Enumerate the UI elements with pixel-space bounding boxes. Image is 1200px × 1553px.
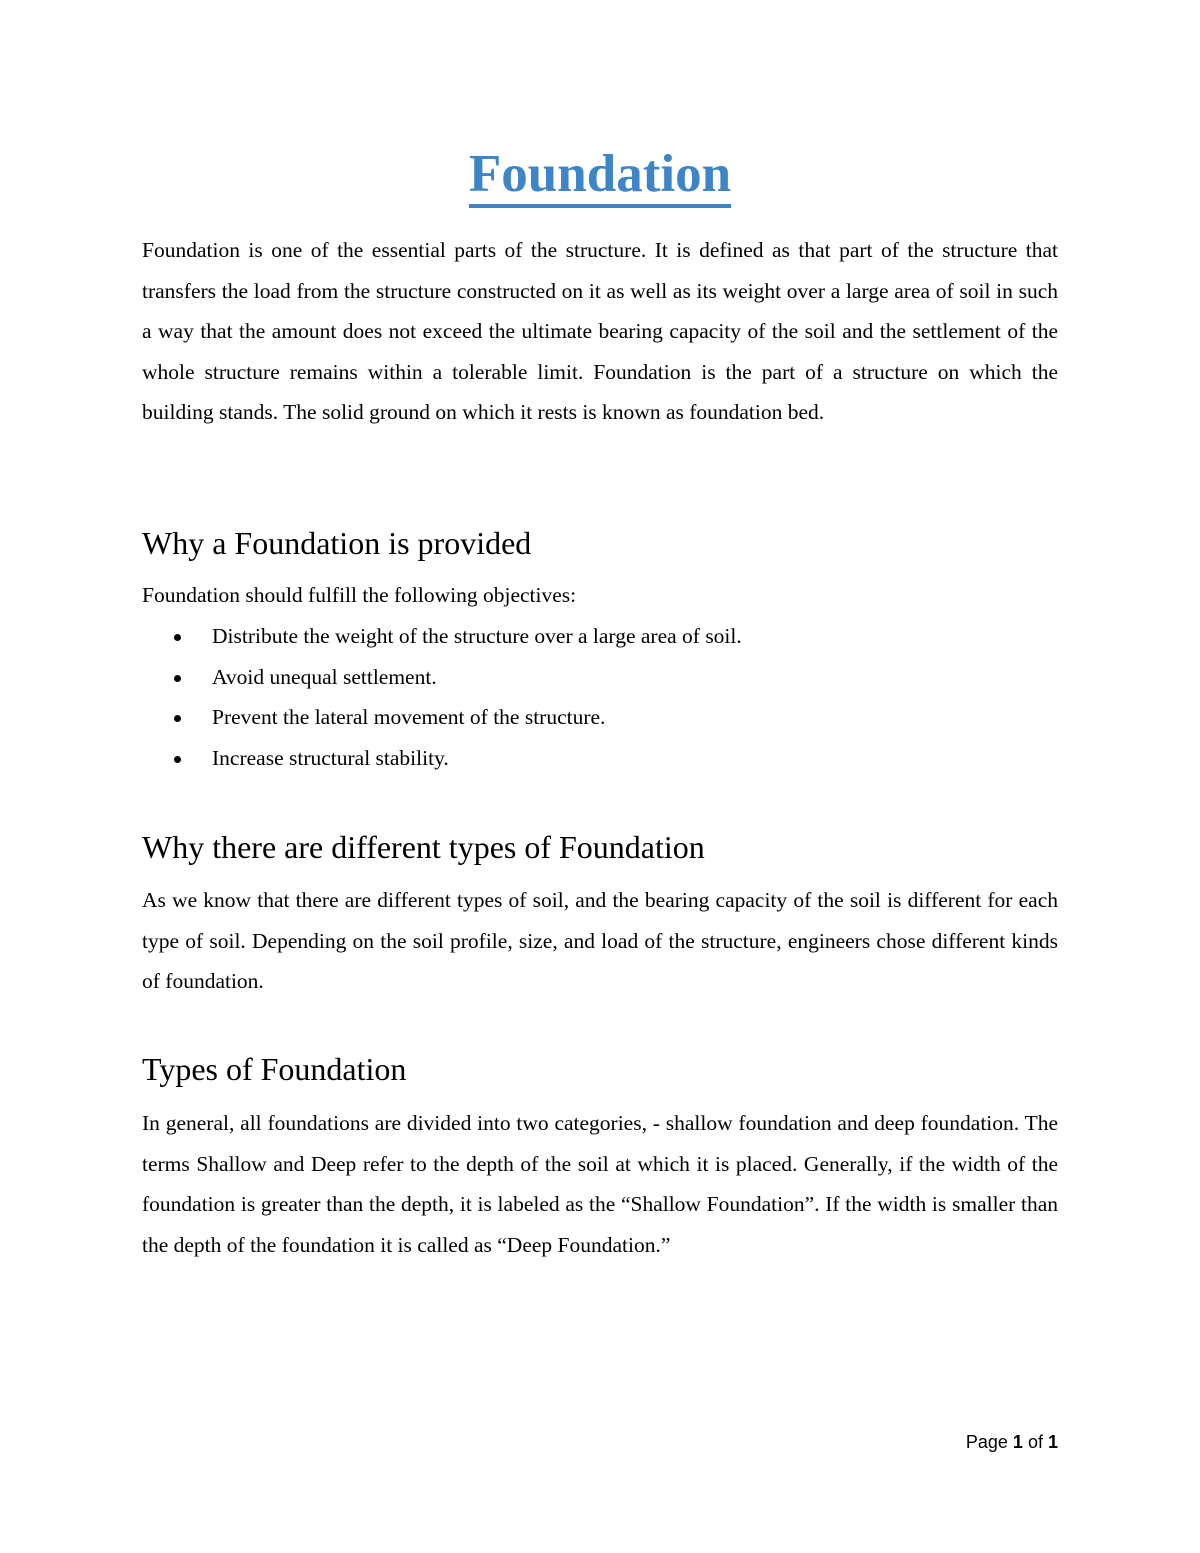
list-item xyxy=(142,738,742,779)
section-heading-different-types: Why there are different types of Foundation xyxy=(142,829,705,865)
list-item-text: Prevent the lateral movement of the structure. xyxy=(212,705,606,730)
bullet-icon xyxy=(174,634,181,641)
page-label: Page xyxy=(965,1432,1008,1452)
document-title xyxy=(142,144,1058,208)
list-item xyxy=(142,657,742,698)
document-title-text: Foundation xyxy=(469,144,731,208)
types-paragraph: In general, all foundations are divided into two categories, - shallow foundation and deep foundation. The terms Shallow and Deep refer to the depth of the soil at which it is placed. Generally, if the width of the foundation is greater than the depth, it is labeled as the “Shallow Foundation”. If the width is smaller than the depth of the foundation it is called as “Deep Foundation.” xyxy=(142,1111,1058,1257)
list-item-text: Increase structural stability. xyxy=(212,745,449,770)
bullet-icon xyxy=(174,756,181,763)
page-number: 1 xyxy=(1012,1432,1023,1452)
bullet-icon xyxy=(174,675,181,682)
of-label: of xyxy=(1027,1432,1043,1452)
list-item xyxy=(142,697,742,738)
objectives-lead: Foundation should fulfill the following objectives: xyxy=(142,583,577,607)
objectives-list xyxy=(142,616,742,778)
total-pages: 1 xyxy=(1047,1432,1058,1452)
different-types-paragraph: As we know that there are different types of soil, and the bearing capacity of the soil is different for each type of soil. Depending on the soil profile, size, and load of the structure, engineers chose different kinds of foundation. xyxy=(142,888,1058,994)
bullet-icon xyxy=(174,715,181,722)
section-heading-types: Types of Foundation xyxy=(142,1051,407,1087)
list-item-text: Avoid unequal settlement. xyxy=(212,664,437,689)
page-footer xyxy=(966,1430,1058,1454)
list-item xyxy=(142,616,742,657)
intro-paragraph: Foundation is one of the essential parts of the structure. It is defined as that part of the structure that transfers the load from the structure constructed on it as well as its weight over a large area of soil in such a way that the amount does not exceed the ultimate bearing capacity of the soil and the settlement of the whole structure remains within a tolerable limit. Foundation is the part of a structure on which the building stands. The solid ground on which it rests is known as foundation bed. xyxy=(142,238,1058,425)
section-heading-why-provided: Why a Foundation is provided xyxy=(142,525,532,561)
list-item-text: Distribute the weight of the structure over a large area of soil. xyxy=(212,624,742,648)
